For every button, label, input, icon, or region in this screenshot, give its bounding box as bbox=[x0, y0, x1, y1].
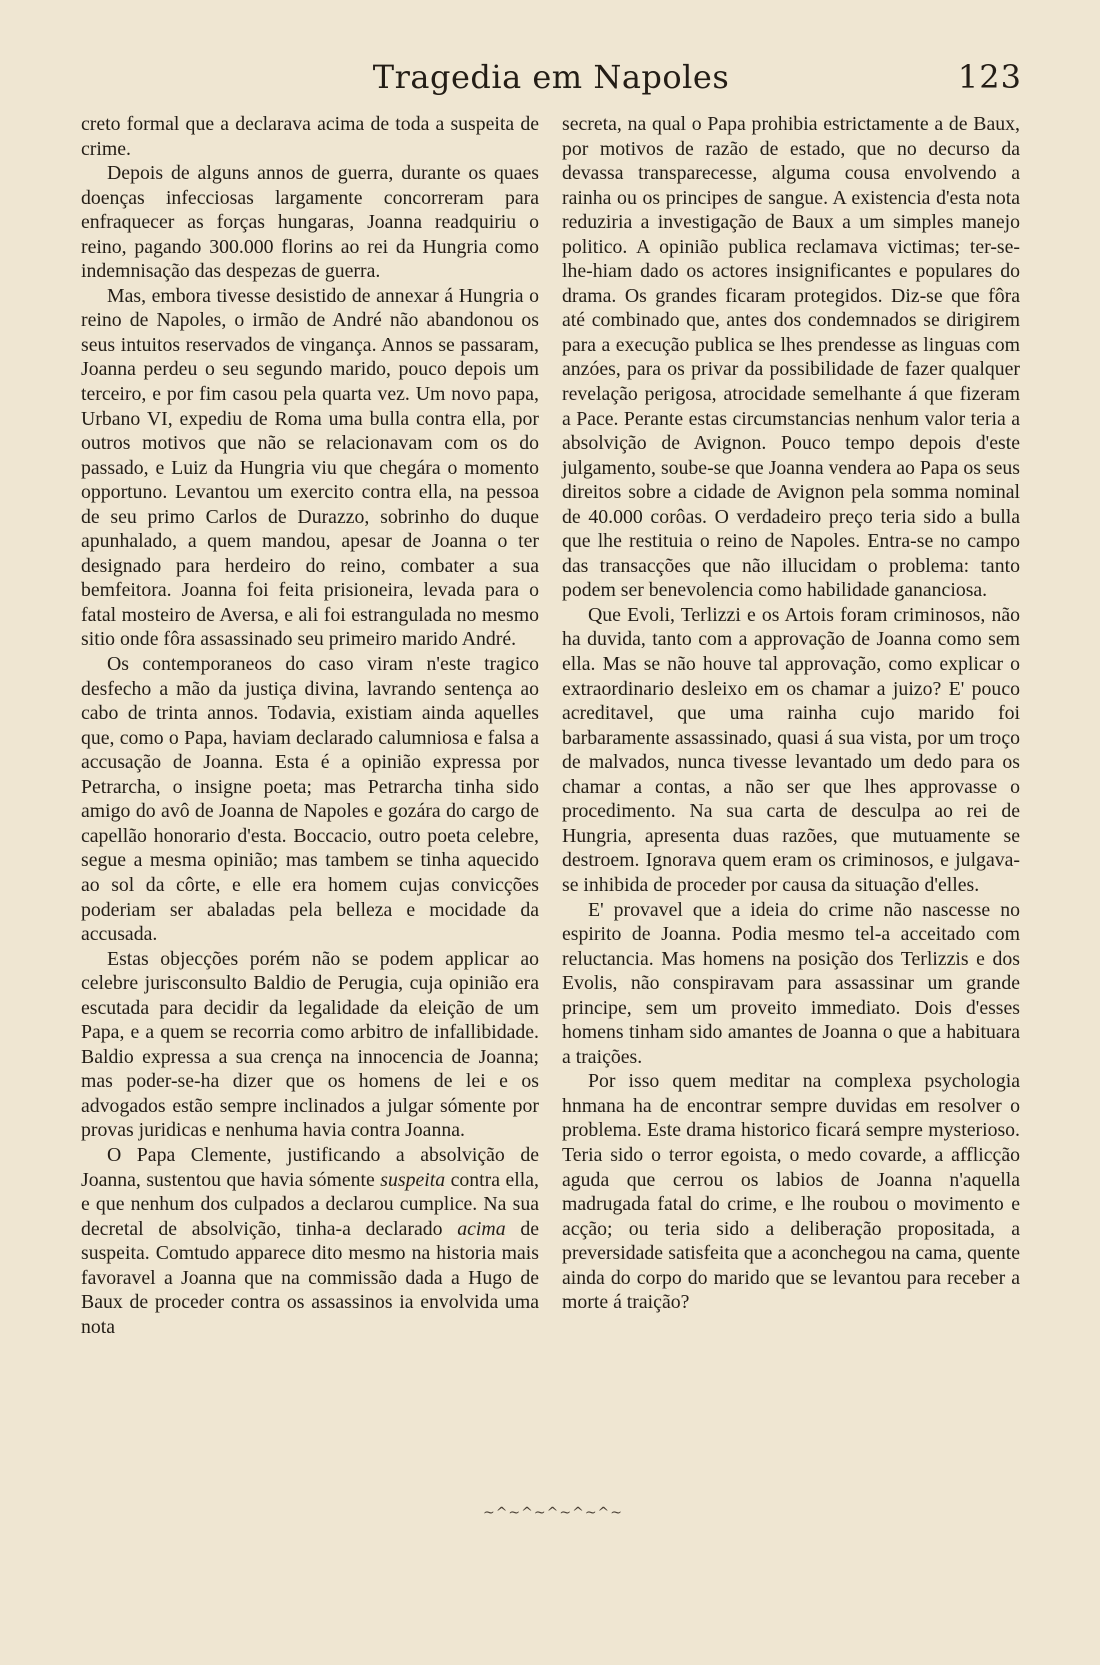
text-run: contra ella, e que nenhum dos culpados a declarou cumplice. Na sua decretal de absolvição, tinha-a declarado bbox=[81, 1168, 540, 1240]
paragraph: creto formal que a declarava acima de toda a suspeita de crime. bbox=[81, 113, 539, 160]
paragraph: Que Evoli, Terlizzi e os Artois foram criminosos, não ha duvida, tanto com a approvação de Joanna como sem ella. Mas se não houve tal approvação, como explicar o extraordinario desleixo em os chamar a juizo? E' pouco acreditavel, que uma rainha cujo marido foi barbaramente assassinado, quasi á sua vista, por um troço de malvados, nunca tivesse levantado um dedo para os chamar a contas, a não ser que lhes approvasse o procedimento. Na sua carta de desculpa ao rei de Hungria, apresenta duas razões, que mutuamente se destroem. Ignorava quem eram os criminosos, e julgava-se inhibida de proceder por causa da situação d'elles. bbox=[562, 603, 1020, 896]
right-column bbox=[562, 112, 1020, 1315]
left-column bbox=[81, 112, 539, 1339]
italic-word: suspeita bbox=[380, 1168, 446, 1191]
paragraph: E' provavel que a ideia do crime não nascesse no espirito de Joanna. Podia mesmo tel-a acceitado com reluctancia. Mas homens na posição dos Terlizzis e dos Evolis, não conspiravam para assassinar um grande principe, sem um proveito immediato. Dois d'esses homens tinham sido amantes de Joanna o que a habituara a traições. bbox=[562, 898, 1020, 1068]
paragraph: Mas, embora tivesse desistido de annexar á Hungria o reino de Napoles, o irmão de André não abandonou os seus intuitos reservados de vingança. Annos se passaram, Joanna perdeu o seu segundo marido, pouco depois um terceiro, e por fim casou pela quarta vez. Um novo papa, Urbano VI, expediu de Roma uma bulla contra ella, por outros motivos que não se relacionavam com os do passado, e Luiz da Hungria viu que chegára o momento opportuno. Levantou um exercito contra ella, na pessoa de seu primo Carlos de Durazzo, sobrinho do duque apunhalado, a quem mandou, apesar de Joanna o ter designado para herdeiro do reino, combater a sua bemfeitora. Joanna foi feita prisioneira, levada para o fatal mosteiro de Aversa, e ali foi estrangulada no mesmo sitio onde fôra assassinado seu primeiro marido André. bbox=[81, 284, 539, 651]
text-run: de suspeita. Comtudo apparece dito mesmo na historia mais favoravel a Joanna que na commissão dada a Hugo de Baux de proceder contra os assassinos ia envolvida uma nota bbox=[81, 1217, 539, 1338]
paragraph: Depois de alguns annos de guerra, durante os quaes doenças infecciosas largamente concorreram para enfraquecer as forças hungaras, Joanna readquiriu o reino, pagando 300.000 florins ao rei da Hungria como indemnisação das despezas de guerra. bbox=[81, 162, 539, 283]
text-run: O Papa Clemente, justificando a absolvição de Joanna, sustentou que havia sómente bbox=[81, 1143, 539, 1191]
paragraph: secreta, na qual o Papa prohibia estrictamente a de Baux, por motivos de razão de estado, que no decurso da devassa transparecesse, alguma cousa envolvendo a rainha ou os principes de sangue. A existencia d'esta nota reduziria a investigação de Baux a um simples manejo politico. A opinião publica reclamava victimas; ter-se-lhe-hiam dado os actores insignificantes e populares do drama. Os grandes ficaram protegidos. Diz-se que fôra até combinado que, antes dos condemnados se dirigirem para a execução publica se lhes prendesse as linguas com anzóes, para os privar da possibilidade de fazer qualquer revelação perigosa, atrocidade semelhante á que fizeram a Pace. Perante estas circumstancias nenhum valor teria a absolvição de Avignon. Pouco tempo depois d'este julgamento, soube-se que Joanna vendera ao Papa os seus direitos sobre a cidade de Avignon pela somma nominal de 40.000 corôas. O verdadeiro preço teria sido a bulla que lhe restituia o reino de Napoles. Entra-se no campo das transacções que não illucidam o problema: tanto podem ser benevolencia como habilidade gananciosa. bbox=[562, 113, 1020, 602]
page-header bbox=[80, 58, 1022, 108]
paragraph: Os contemporaneos do caso viram n'este tragico desfecho a mão da justiça divina, lavrando sentença ao cabo de trinta annos. Todavia, existiam ainda aquelles que, como o Papa, haviam declarado calumniosa e falsa a accusação de Joanna. Esta é a opinião expressa por Petrarcha, o insigne poeta; mas Petrarcha tinha sido amigo do avô de Joanna de Napoles e gozára do cargo de capellão honorario d'esta. Boccacio, outro poeta celebre, segue a mesma opinião; mas tambem se tinha aquecido ao sol da côrte, e elle era homem cujas convicções poderiam ser abaladas pela belleza e mocidade da accusada. bbox=[81, 653, 539, 946]
paragraph bbox=[81, 1143, 539, 1339]
page-number: 123 bbox=[957, 58, 1022, 96]
ornament-divider: ~^~^~^~^~^~ bbox=[482, 1505, 624, 1521]
running-title: Tragedia em Napoles bbox=[372, 58, 730, 96]
paragraph: Por isso quem meditar na complexa psychologia hnmana ha de encontrar sempre duvidas em resolver o problema. Este drama historico ficará sempre mysterioso. Teria sido o terror egoista, o medo covarde, a afflicção aguda que cerrou os labios de Joanna n'aquella madrugada fatal do crime, e lhe roubou o movimento e acção; ou teria sido a deliberação propositada, a preversidade satisfeita que a aconchegou na cama, quente ainda do corpo do marido que se levantou para receber a morte á traição? bbox=[562, 1070, 1020, 1314]
italic-word: acima bbox=[457, 1217, 506, 1240]
paragraph: Estas objecções porém não se podem applicar ao celebre jurisconsulto Baldio de Perugia, cuja opinião era escutada para decidir da legalidade da eleição de um Papa, e a quem se recorria como arbitro de infallibidade. Baldio expressa a sua crença na innocencia de Joanna; mas poder-se-ha dizer que os homens de lei e os advogados estão sempre inclinados a julgar sómente por provas juridicas e nenhuma havia contra Joanna. bbox=[81, 947, 539, 1142]
